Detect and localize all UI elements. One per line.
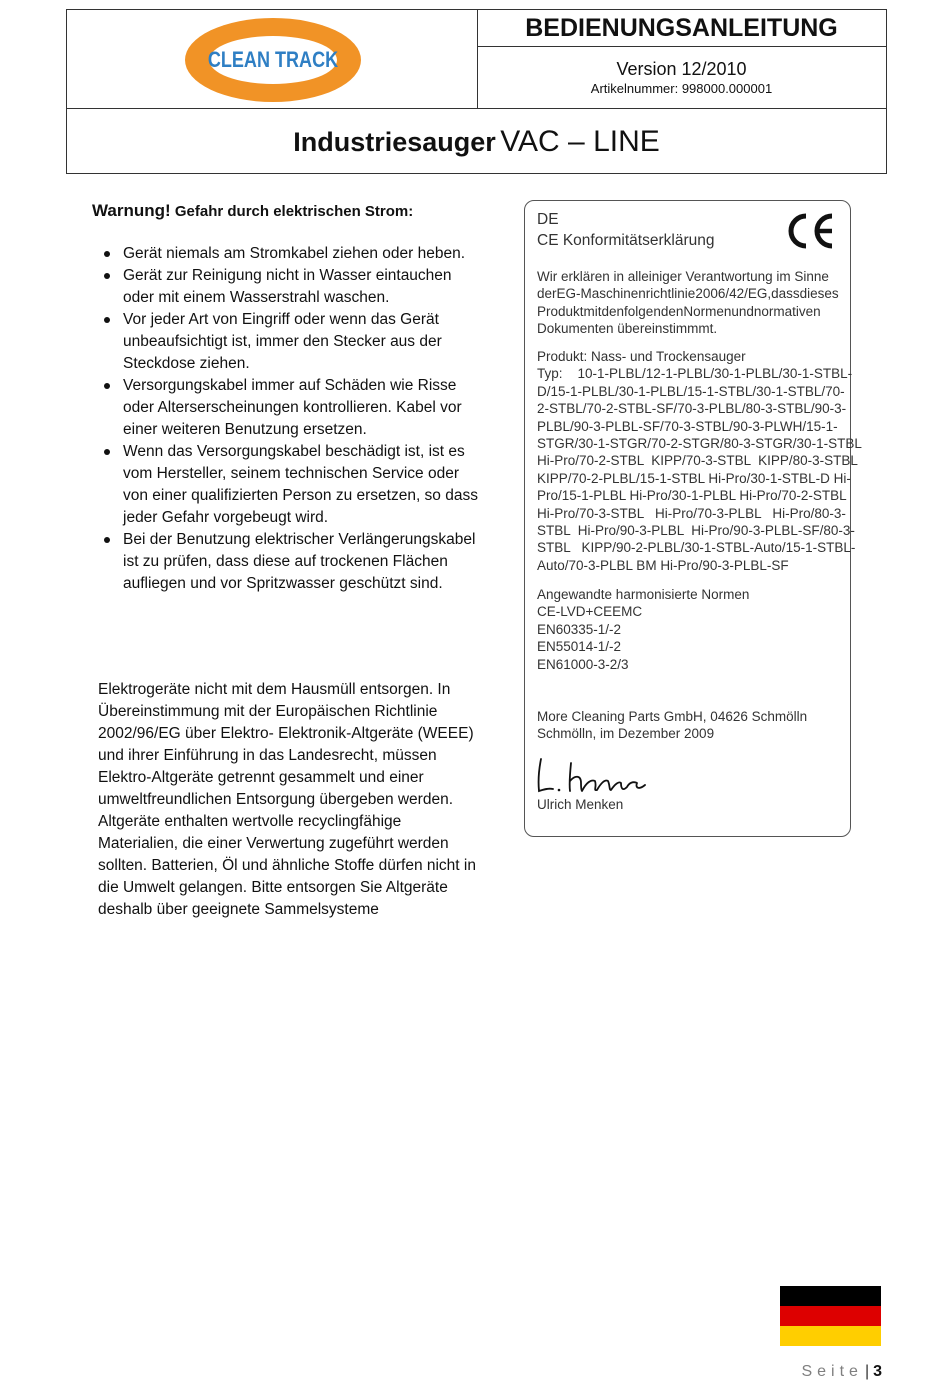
list-item — [98, 265, 478, 309]
ce-norm-line: Angewandte harmonisierte Normen — [537, 587, 750, 602]
list-item — [98, 441, 478, 529]
ce-language: DE — [537, 211, 559, 228]
article-number: Artikelnummer: 998000.000001 — [590, 81, 773, 96]
product-line: VAC – LINE — [500, 125, 660, 158]
warning-subject: Gefahr durch elektrischen Strom: — [174, 203, 414, 220]
version-text: Version 12/2010 — [616, 59, 747, 79]
ce-product-types — [537, 348, 862, 574]
ce-product-line: STBL Hi-Pro/90-3-PLBL Hi-Pro/90-3-PLBL-SF/80-3- — [537, 523, 855, 539]
version-cell — [477, 47, 886, 109]
list-item-text: Versorgungskabel immer auf Schäden wie Risse oder Alterserscheinungen kontrollieren. Kabel vor einer weiteren Benutzung ersetzen. — [123, 377, 462, 438]
ce-product-line: Hi-Pro/70-3-STBL Hi-Pro/70-3-PLBL Hi-Pro/80-3- — [537, 505, 846, 521]
ce-product-line: KIPP/70-2-PLBL/15-1-STBL Hi-Pro/30-1-STBL-D Hi- — [537, 470, 851, 486]
bullet-icon — [104, 537, 110, 543]
list-item-text: Gerät zur Reinigung nicht in Wasser eintauchen oder mit einem Wasserstrahl waschen. — [123, 267, 452, 306]
logo-text: CLEAN TRACK — [207, 47, 339, 72]
flag-stripe-gold — [780, 1326, 881, 1346]
ce-norms — [537, 586, 841, 673]
ce-company-line: Schmölln, im Dezember 2009 — [537, 726, 715, 742]
ce-product-line: Pro/15-1-PLBL Hi-Pro/30-1-PLBL Hi-Pro/70-2-STBL — [537, 488, 847, 504]
ce-product-line: Typ: 10-1-PLBL/12-1-PLBL/30-1-PLBL/30-1-STBL- — [537, 366, 853, 382]
warning-heading — [92, 201, 413, 222]
ce-norm-line: EN61000-3-2/3 — [537, 656, 629, 672]
logo-cell — [67, 10, 478, 109]
ce-product-line: STGR/30-1-STGR/70-2-STGR/80-3-STGR/30-1-STBL — [537, 436, 862, 452]
ce-mark-icon — [782, 212, 836, 250]
ce-company-line: More Cleaning Parts GmbH, 04626 Schmölln — [537, 709, 808, 724]
flag-stripe-red — [780, 1306, 881, 1326]
ce-intro-line: Dokumenten übereinstimmmt. — [537, 321, 718, 337]
ce-declaration-box — [524, 200, 862, 837]
ce-company — [537, 708, 841, 743]
bullet-icon — [104, 317, 110, 323]
page-label: Seite — [801, 1363, 863, 1380]
list-item — [98, 243, 478, 265]
ce-intro-line: ProduktmitdenfolgendenNormenundnormativen — [537, 303, 821, 319]
ce-title: CE Konformitätserklärung — [537, 232, 715, 249]
warning-label: Warnung! — [92, 201, 171, 220]
list-item — [98, 375, 478, 441]
ce-product-line: Auto/70-3-PLBL BM Hi-Pro/90-3-PLBL-SF — [537, 557, 789, 573]
bullet-icon — [104, 383, 110, 389]
list-item-text: Vor jeder Art von Eingriff oder wenn das Gerät unbeaufsichtigt ist, immer den Stecker aus der Steckdose ziehen. — [123, 311, 442, 372]
disposal-paragraph: Elektrogeräte nicht mit dem Hausmüll entsorgen. In Übereinstimmung mit der Europäischen Richtlinie 2002/96/EG über Elektro- Elektronik-Altgeräte (WEEE) und ihrer Einführung in das Landesrecht, müssen Elektro-Altgeräte getrennt gesammelt und einer umweltfreundlichen Entsorgung übergeben werden. Altgeräte enthalten wertvolle recyclingfähige Materialien, die einer Verwertung zugeführt werden sollten. Batterien, Öl und ähnliche Stoffe dürfen nicht in die Umwelt gelangen. Bitte entsorgen Sie Altgeräte deshalb über geeignete Sammelsysteme — [98, 681, 476, 918]
ce-norm-line: EN55014-1/-2 — [537, 639, 622, 655]
ce-product-line: 2-STBL/70-2-STBL-SF/70-3-PLBL/80-3-STBL/90-3- — [537, 401, 847, 417]
document-title: BEDIENUNGSANLEITUNG — [477, 10, 886, 47]
list-item-text: Wenn das Versorgungskabel beschädigt ist, ist es vom Hersteller, seinem technischen Service oder von einer qualifizierten Person zu ersetzen, so dass jeder Gefahr vorgebeugt wird. — [123, 443, 478, 526]
clean-track-logo — [185, 18, 361, 102]
signatory-name: Ulrich Menken — [537, 797, 624, 812]
german-flag-icon — [780, 1286, 881, 1346]
list-item-text: Gerät niemals am Stromkabel ziehen oder heben. — [123, 245, 466, 262]
list-item — [98, 529, 478, 595]
list-item — [98, 309, 478, 375]
ce-product-line: STBL KIPP/90-2-PLBL/30-1-STBL-Auto/15-1-STBL- — [537, 540, 856, 556]
ce-product-line: Hi-Pro/70-2-STBL KIPP/70-3-STBL KIPP/80-3-STBL — [537, 453, 858, 469]
ce-product-line: D/15-1-PLBL/30-1-PLBL/15-1-STBL/30-1-STBL/70- — [537, 383, 845, 399]
page-number-value: 3 — [873, 1363, 882, 1380]
product-title — [67, 109, 886, 173]
bullet-icon — [104, 251, 110, 257]
ce-intro-line: derEG-Maschinenrichtlinie2006/42/EG,dassdieses — [537, 286, 839, 302]
ce-product-line: PLBL/90-3-PLBL-SF/70-3-STBL/90-3-PLWH/15-1- — [537, 418, 838, 434]
page-separator: | — [864, 1363, 870, 1380]
ce-intro — [537, 268, 841, 338]
ce-intro-line: Wir erklären in alleiniger Verantwortung im Sinne — [537, 269, 829, 284]
ce-norm-line: CE-LVD+CEEMC — [537, 604, 643, 620]
bullet-icon — [104, 449, 110, 455]
warning-list — [98, 243, 478, 595]
document-header — [66, 9, 887, 174]
product-name: Industriesauger — [293, 127, 496, 157]
bullet-icon — [104, 273, 110, 279]
ce-norm-line: EN60335-1/-2 — [537, 621, 622, 637]
ce-product-line: Produkt: Nass- und Trockensauger — [537, 349, 746, 364]
page-number — [801, 1361, 882, 1383]
flag-stripe-black — [780, 1286, 881, 1306]
signature-icon — [535, 753, 655, 799]
list-item-text: Bei der Benutzung elektrischer Verlängerungskabel ist zu prüfen, dass diese auf trockenen Flächen aufliegen und vor Spritzwasser geschützt sind. — [123, 531, 476, 592]
